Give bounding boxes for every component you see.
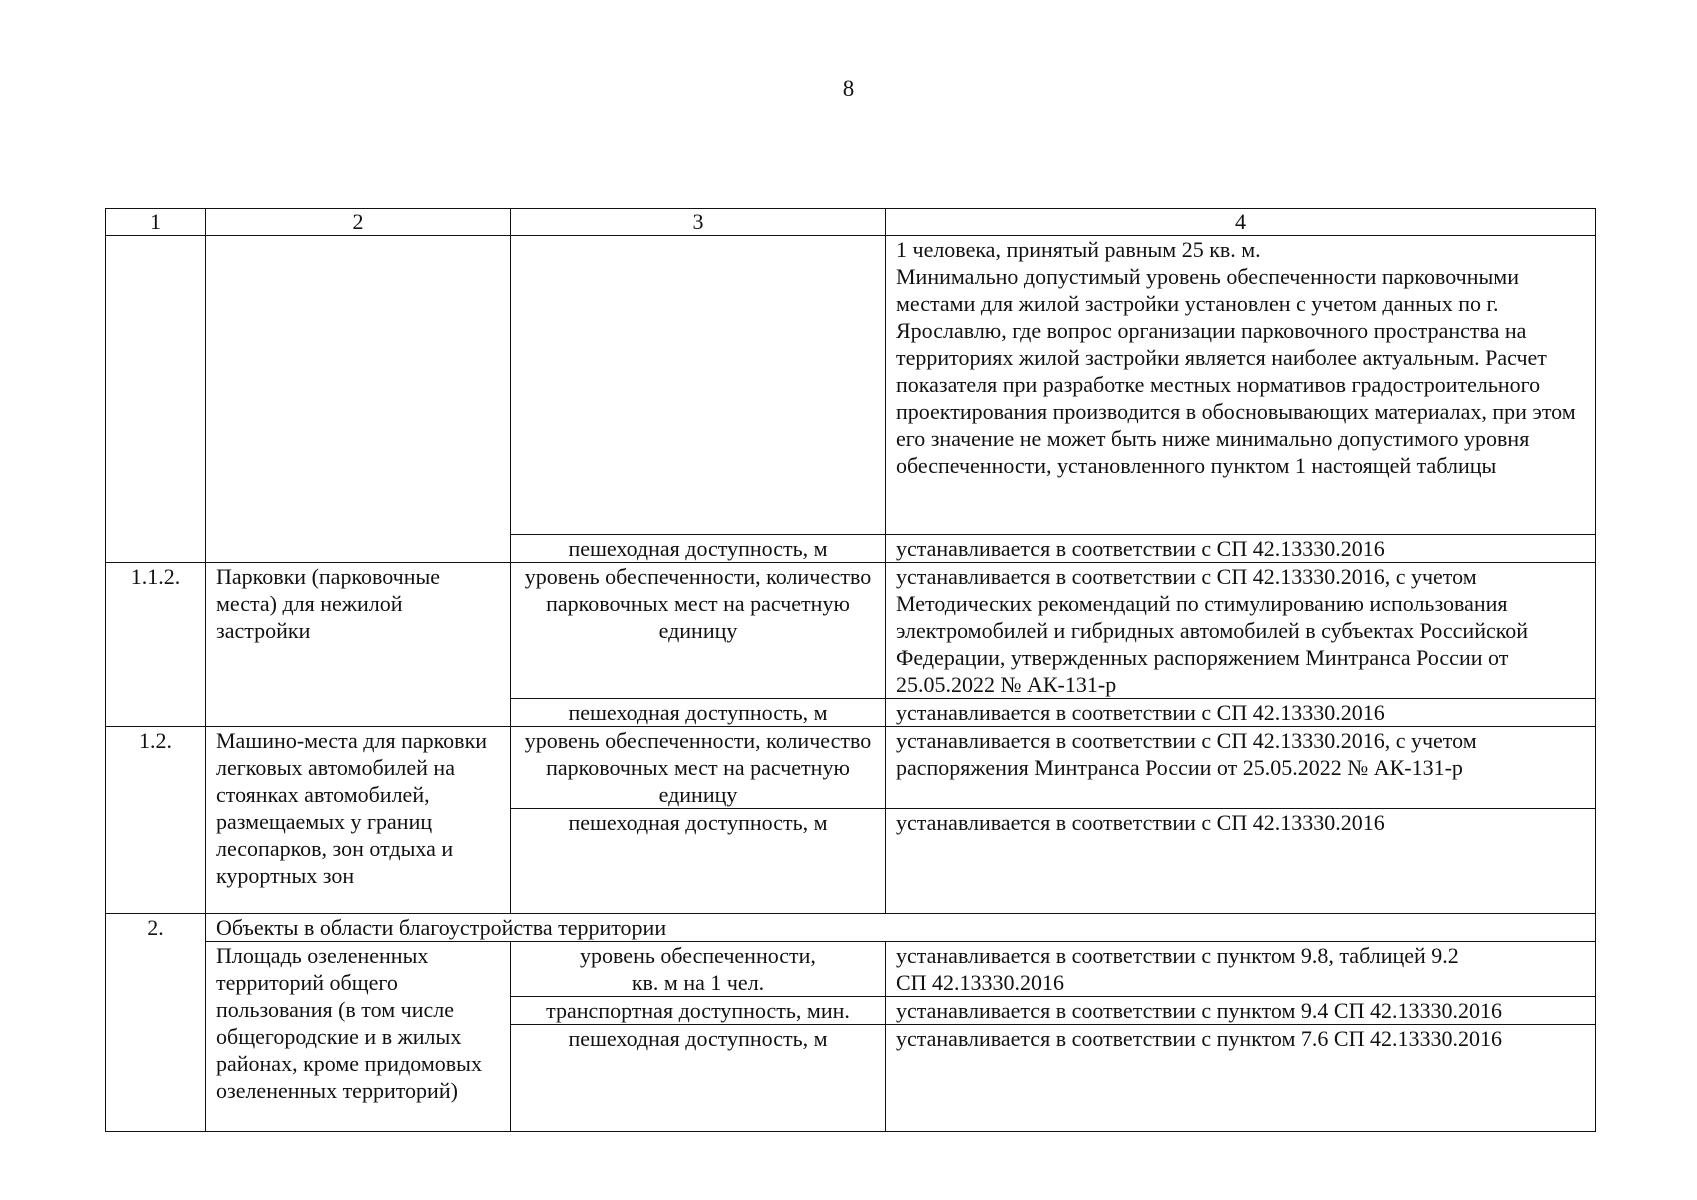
row-12-level-label: уровень обеспеченности, количество парковочных мест на расчетную единицу	[511, 727, 886, 809]
row-112-num: 1.1.2.	[106, 563, 206, 727]
row-2-title: Объекты в области благоустройства территории	[206, 914, 1596, 942]
row-2-num: 2.	[106, 914, 206, 1132]
table-row	[106, 727, 1596, 809]
row-112-name: Парковки (парковочные места) для нежилой застройки	[206, 563, 511, 727]
row-112-level-label: уровень обеспеченности, количество парковочных мест на расчетную единицу	[511, 563, 886, 699]
table-row	[106, 942, 1596, 997]
table-row	[106, 236, 1596, 535]
row-2-transport-label: транспортная доступность, мин.	[511, 997, 886, 1025]
row-112-access-value: устанавливается в соответствии с СП 42.13330.2016	[886, 699, 1596, 727]
cont-name-cell	[206, 236, 511, 563]
page-number: 8	[842, 76, 855, 101]
row-12-access-label: пешеходная доступность, м	[511, 809, 886, 914]
row-2-access-label: пешеходная доступность, м	[511, 1025, 886, 1132]
row-2-access-value: устанавливается в соответствии с пунктом 7.6 СП 42.13330.2016	[886, 1025, 1596, 1132]
row-12-num: 1.2.	[106, 727, 206, 914]
row-12-level-value: устанавливается в соответствии с СП 42.13330.2016, с учетом распоряжения Минтранса России от 25.05.2022 № АК-131-р	[886, 727, 1596, 809]
cont-empty-cell	[511, 236, 886, 535]
row-2-level-label: уровень обеспеченности, кв. м на 1 чел.	[511, 942, 886, 997]
cont-num-cell	[106, 236, 206, 563]
row-2-name: Площадь озелененных территорий общего пользования (в том числе общегородские и в жилых районах, кроме придомовых озелененных территорий)	[206, 942, 511, 1132]
row-12-name: Машино-места для парковки легковых автомобилей на стоянках автомобилей, размещаемых у границ лесопарков, зон отдыха и курортных зон	[206, 727, 511, 914]
cont-text: 1 человека, принятый равным 25 кв. м. Минимально допустимый уровень обеспеченности парковочными местами для жилой застройки установлен с учетом данных по г. Ярославлю, где вопрос организации парковочного пространства на территориях жилой застройки является наиболее актуальным. Расчет показателя при разработке местных нормативов градостроительного проектирования производится в обосновывающих материалах, при этом его значение не может быть ниже минимально допустимого уровня обеспеченности, установленного пунктом 1 настоящей таблицы	[886, 236, 1596, 535]
standards-table	[105, 208, 1596, 1132]
table-row	[106, 914, 1596, 942]
row-12-access-value: устанавливается в соответствии с СП 42.13330.2016	[886, 809, 1596, 914]
header-col-4: 4	[886, 209, 1596, 236]
row-2-transport-value: устанавливается в соответствии с пунктом 9.4 СП 42.13330.2016	[886, 997, 1596, 1025]
header-col-2: 2	[206, 209, 511, 236]
row-2-level-value: устанавливается в соответствии с пунктом 9.8, таблицей 9.2 СП 42.13330.2016	[886, 942, 1596, 997]
cont-access-value: устанавливается в соответствии с СП 42.13330.2016	[886, 535, 1596, 563]
row-112-access-label: пешеходная доступность, м	[511, 699, 886, 727]
header-row	[106, 209, 1596, 236]
header-col-1: 1	[106, 209, 206, 236]
table-row	[106, 563, 1596, 699]
header-col-3: 3	[511, 209, 886, 236]
cont-access-label: пешеходная доступность, м	[511, 535, 886, 563]
row-112-level-value: устанавливается в соответствии с СП 42.13330.2016, с учетом Методических рекомендаций по стимулированию использования электромобилей и гибридных автомобилей в субъектах Российской Федерации, утвержденных распоряжением Минтранса России от 25.05.2022 № АК-131-р	[886, 563, 1596, 699]
